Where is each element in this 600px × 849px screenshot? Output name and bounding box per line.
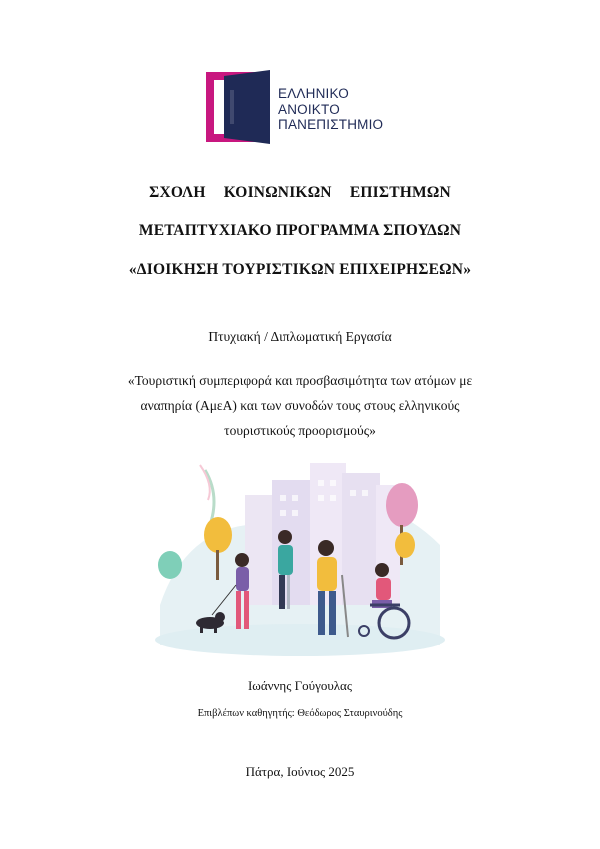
supervisor: Επιβλέπων καθηγητής: Θεόδωρος Σταυρινούδης (197, 708, 403, 719)
logo-text (278, 86, 383, 133)
author-name: Ιωάννης Γούγουλας (247, 678, 353, 693)
thesis-type: Πτυχιακή / Διπλωματική Εργασία (208, 329, 392, 344)
place-date: Πάτρα, Ιούνιος 2025 (245, 764, 355, 779)
logo-line-2: ΑΝΟΙΚΤΟ (278, 101, 340, 117)
logo-line-3: ΠΑΝΕΠΙΣΤΗΜΙΟ (278, 117, 384, 132)
thesis-title-line-3: τουριστικούς προορισμούς» (224, 423, 376, 438)
logo-line-1: ΕΛΛΗΝΙΚΟ (278, 86, 349, 101)
thesis-title-line-1: «Τουριστική συμπεριφορά και προσβασιμότητα των ατόμων με (127, 373, 473, 388)
program-name: «ΔΙΟΙΚΗΣΗ ΤΟΥΡΙΣΤΙΚΩΝ ΕΠΙΧΕΙΡΗΣΕΩΝ» (128, 261, 472, 278)
program-title: ΜΕΤΑΠΤΥΧΙΑΚΟ ΠΡΟΓΡΑΜΜΑ ΣΠΟΥΔΩΝ (138, 222, 462, 239)
thesis-title-line-2: αναπηρία (ΑμεΑ) και των συνοδών τους στους ελληνικούς (140, 398, 460, 413)
school-title: ΣΧΟΛΗ ΚΟΙΝΩΝΙΚΩΝ ΕΠΙΣΤΗΜΩΝ (149, 184, 451, 201)
accessible-city-people-illustration (150, 455, 450, 660)
